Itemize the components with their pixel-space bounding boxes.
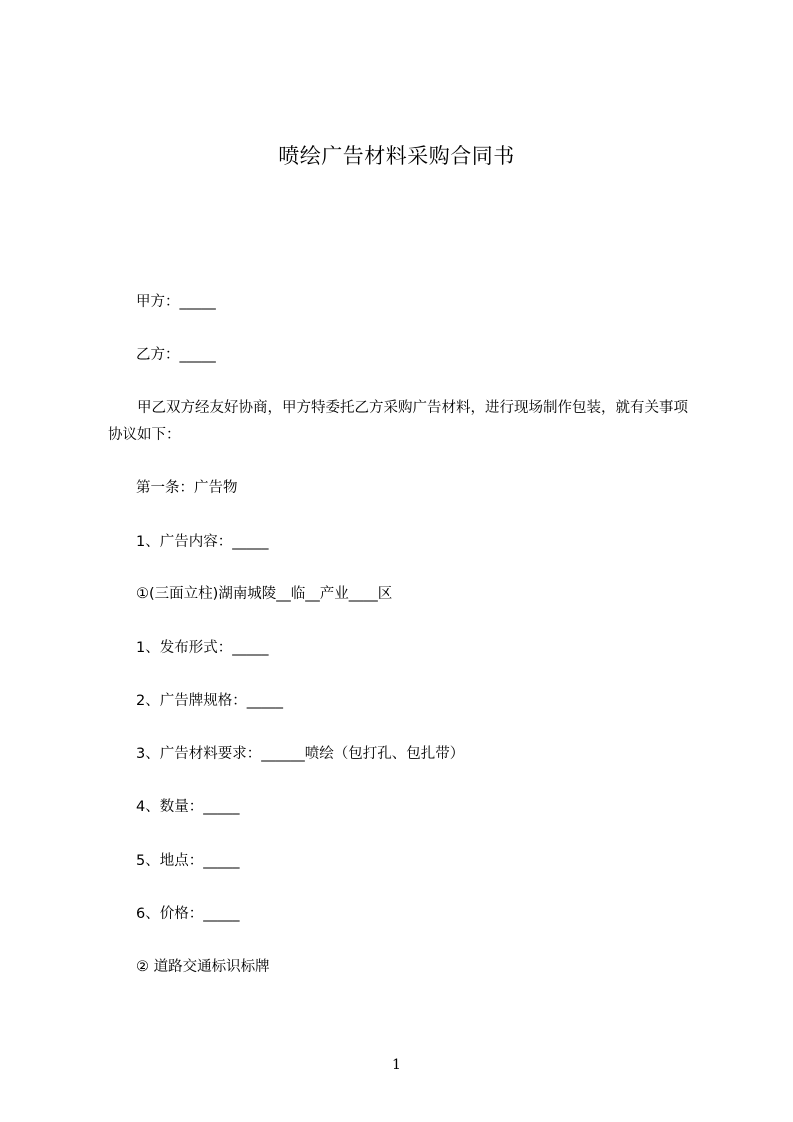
item-material-requirement: 3、广告材料要求：______喷绘（包打孔、包扎带） <box>136 746 465 762</box>
item-quantity: 4、数量：_____ <box>136 799 240 815</box>
party-b-line: 乙方：_____ <box>136 347 216 363</box>
party-a-line: 甲方：_____ <box>136 294 216 310</box>
intro-paragraph: 甲乙双方经友好协商，甲方特委托乙方采购广告材料，进行现场制作包装，就有关事项协议如下： <box>108 400 688 443</box>
item-billboard-spec: 2、广告牌规格：_____ <box>136 693 283 709</box>
item-three-sided-pillar: ①(三面立柱)湖南城陵__临__产业____区 <box>136 586 393 602</box>
item-advertising-content: 1、广告内容：_____ <box>136 534 269 550</box>
item-road-traffic-signs: ② 道路交通标识标牌 <box>136 959 270 975</box>
item-publishing-form: 1、发布形式：_____ <box>136 640 269 656</box>
article-1-heading: 第一条：广告物 <box>136 480 238 496</box>
page-number: 1 <box>392 1057 401 1073</box>
item-location: 5、地点：_____ <box>136 853 240 869</box>
item-price: 6、价格：_____ <box>136 906 240 922</box>
document-title: 喷绘广告材料采购合同书 <box>278 144 515 168</box>
